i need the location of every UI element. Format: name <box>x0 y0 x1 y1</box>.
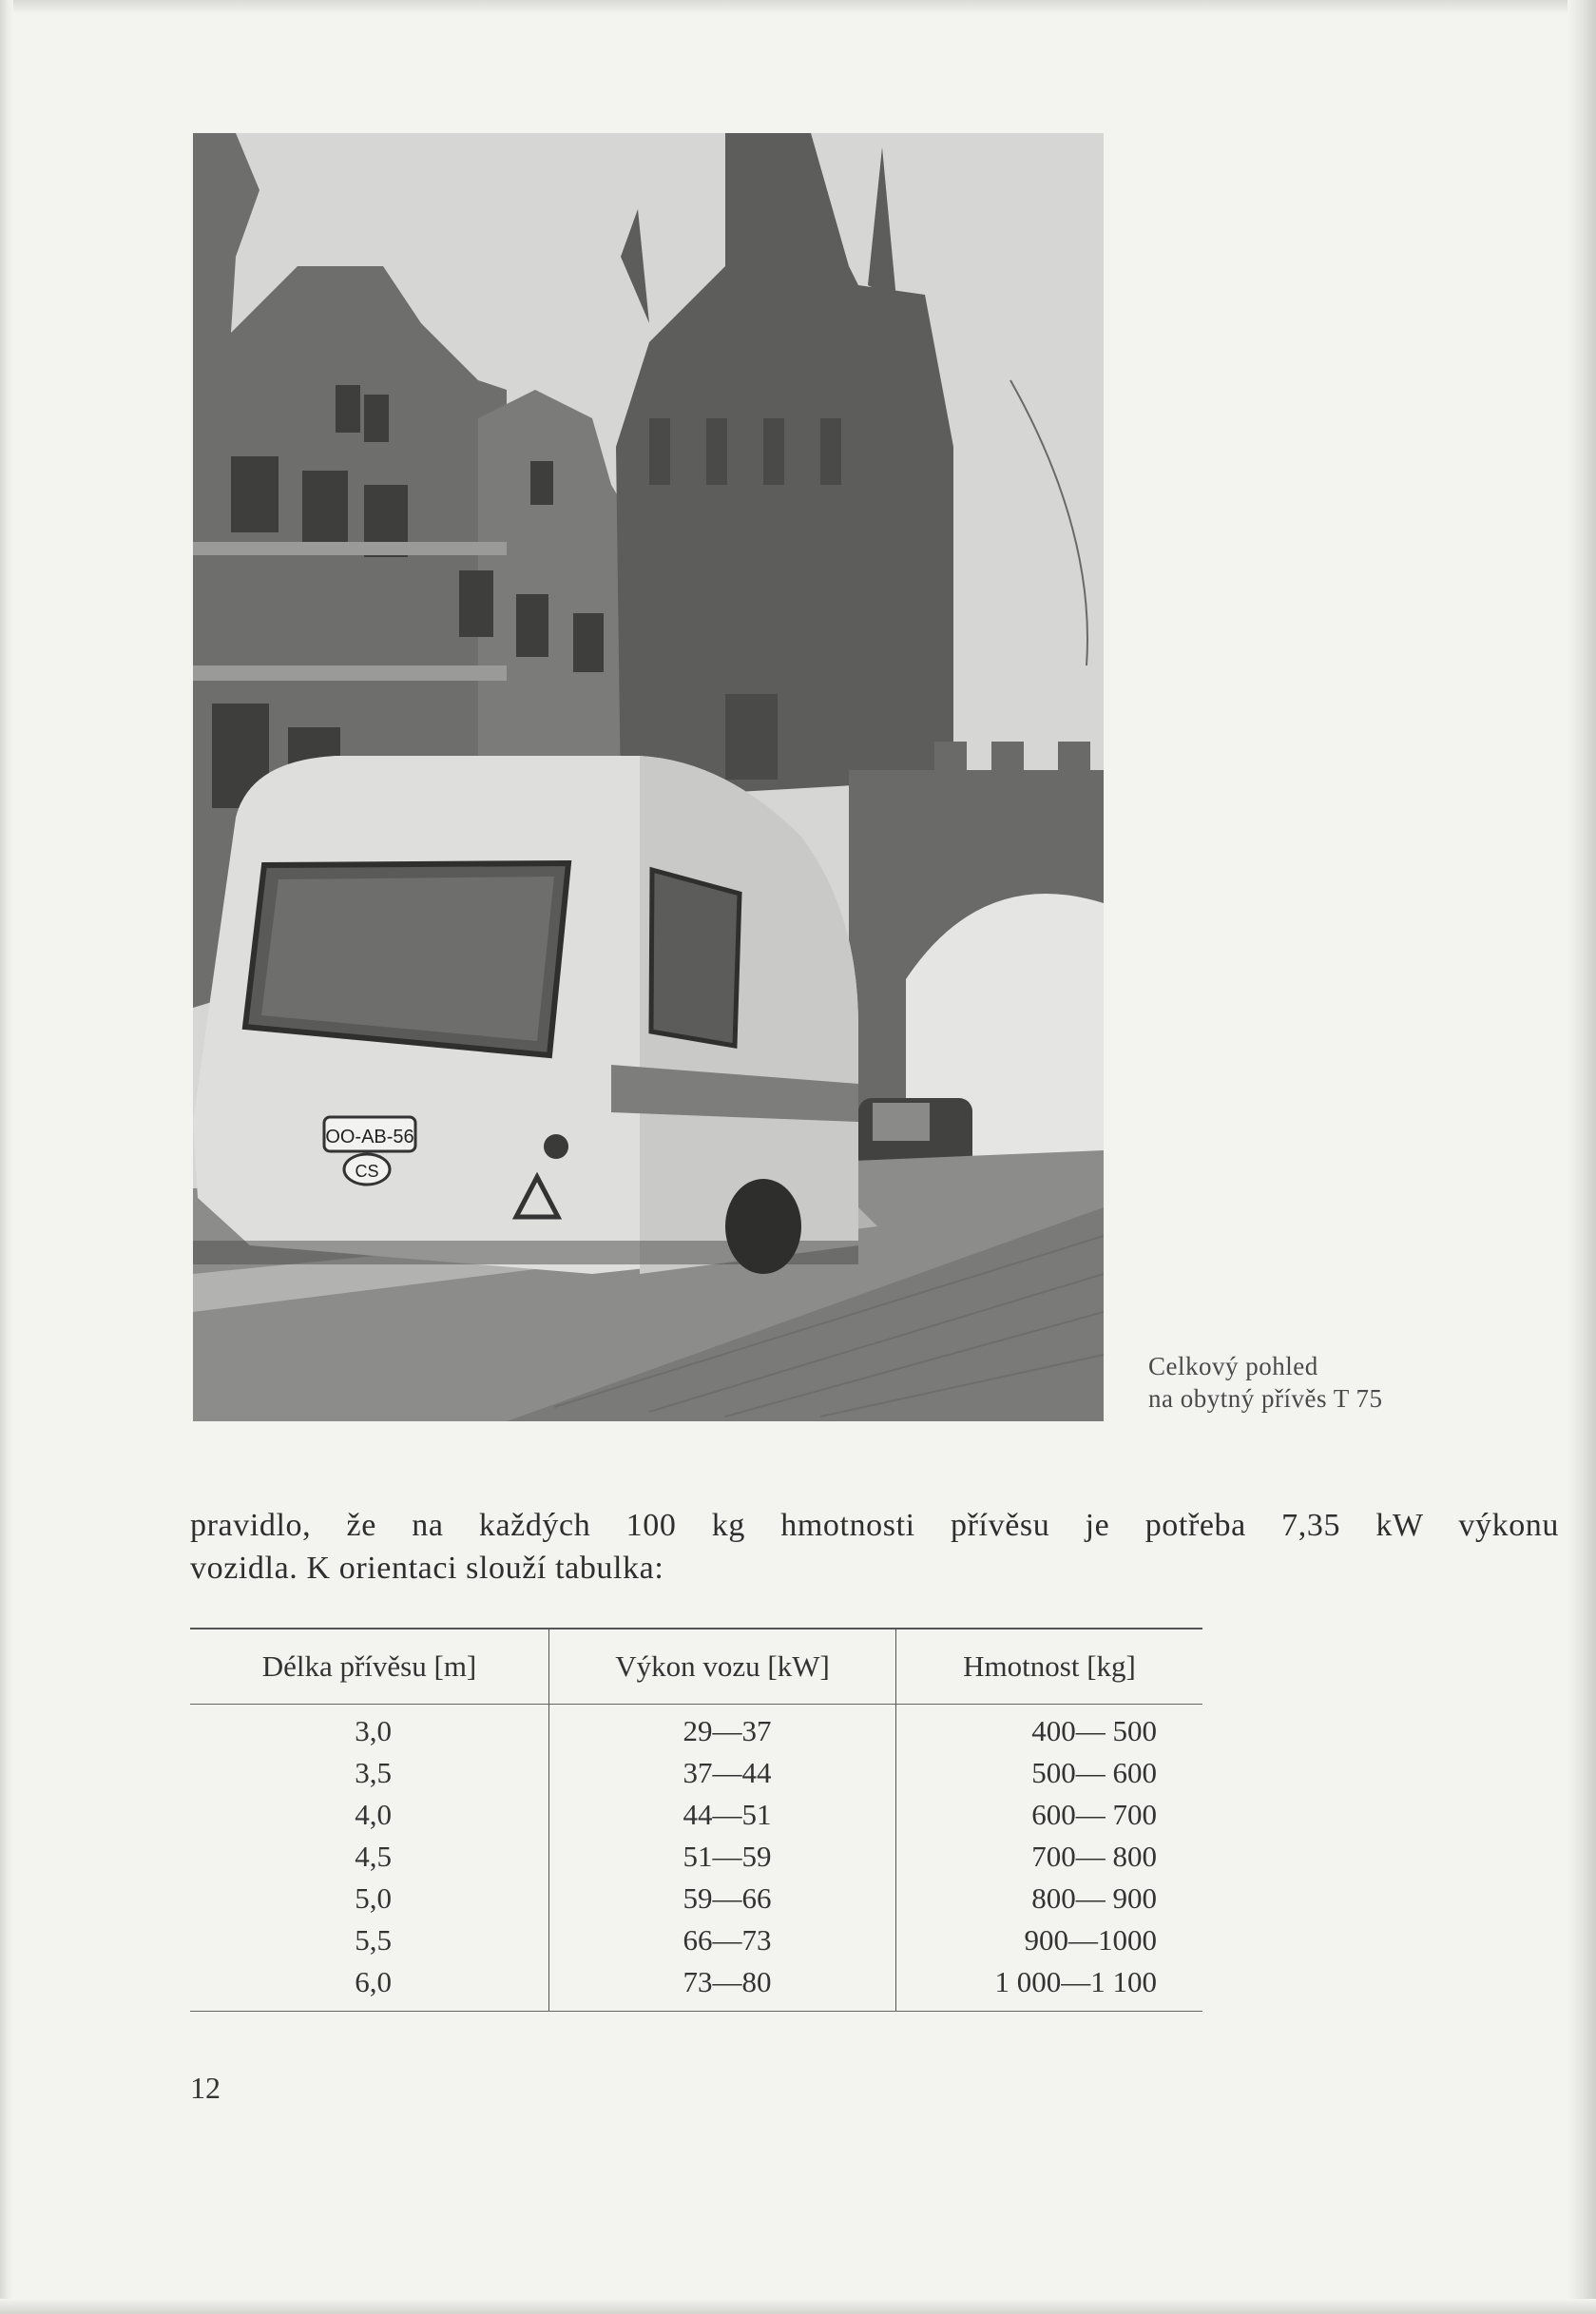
page-edge-right <box>1567 0 1596 2314</box>
paragraph-line: pravidlo, že na každých 100 kg hmotnosti přívěsu je potřeba 7,35 kW výkonu <box>190 1508 1559 1543</box>
table-header <box>190 1629 1202 1704</box>
caption-line: na obytný přívěs T 75 <box>1148 1384 1383 1413</box>
table-cell: 59—66 <box>683 1881 772 1915</box>
page-edge-left <box>0 0 13 2314</box>
table-cell: 3,5 <box>355 1756 392 1789</box>
column-header: Hmotnost [kg] <box>895 1629 1202 1704</box>
page-edge-top <box>0 0 1596 13</box>
table-cell: 900—1000 <box>1024 1923 1157 1957</box>
table-cell: 1 000—1 100 <box>994 1965 1157 1998</box>
caption-line: Celkový pohled <box>1148 1352 1318 1380</box>
country-badge-text: CS <box>355 1162 379 1181</box>
page-number: 12 <box>190 2071 221 2105</box>
license-plate-text: OO-AB-56 <box>325 1127 414 1147</box>
table-cell: 600— 700 <box>1031 1798 1157 1831</box>
table-cell: 3,0 <box>355 1714 392 1747</box>
column-header: Délka přívěsu [m] <box>261 1649 477 1683</box>
column-power <box>548 1705 895 2011</box>
table-cell: 400— 500 <box>1031 1714 1157 1747</box>
paragraph-line: vozidla. K orientaci slouží tabulka: <box>190 1551 664 1586</box>
column-length <box>190 1705 548 2011</box>
table-cell: 73—80 <box>683 1965 772 1998</box>
caravan-photo-illustration <box>193 133 1104 1421</box>
table-cell: 6,0 <box>355 1965 392 1998</box>
table-cell: 4,5 <box>355 1840 392 1873</box>
table-cell: 29—37 <box>683 1714 772 1747</box>
photo-caption <box>1148 1350 1548 1415</box>
orientation-table <box>190 1628 1202 2012</box>
page-edge-bottom <box>0 2299 1596 2314</box>
table-body <box>190 1705 1202 2011</box>
table-cell: 66—73 <box>683 1923 772 1957</box>
column-header: Výkon vozu [kW] <box>548 1629 895 1704</box>
table-cell: 800— 900 <box>1031 1881 1157 1915</box>
table-cell: 51—59 <box>683 1840 772 1873</box>
table-cell: 37—44 <box>683 1756 772 1789</box>
table-cell: 4,0 <box>355 1798 392 1831</box>
table-cell: 44—51 <box>683 1798 772 1831</box>
table-cell: 5,0 <box>355 1881 392 1915</box>
table-cell: 500— 600 <box>1031 1756 1157 1789</box>
table-bottom-rule <box>190 2011 1202 2012</box>
caravan-photo <box>193 133 1104 1421</box>
table-cell: 5,5 <box>355 1923 392 1957</box>
body-paragraph <box>190 1504 1559 1590</box>
table-cell: 700— 800 <box>1031 1840 1157 1873</box>
column-weight <box>895 1705 1202 2011</box>
